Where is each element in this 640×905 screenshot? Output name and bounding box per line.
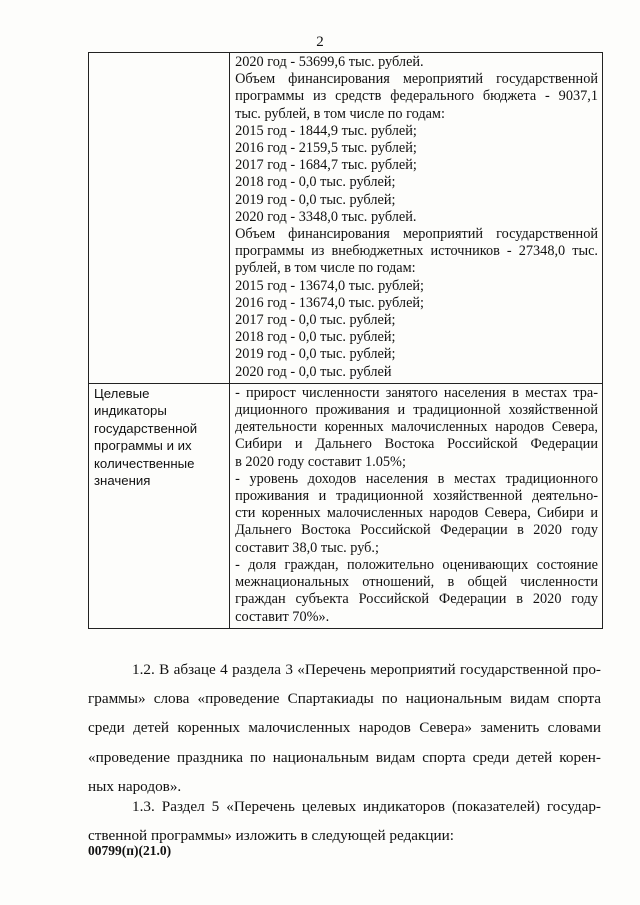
paragraph-line: среди детей коренных малочисленных народов Севера» заменить словами [88,719,601,737]
table-line: - доля граждан, положительно оценивающих состояние [235,556,598,573]
table-line: тыс. рублей, в том числе по годам: [235,105,445,122]
table-line: программы из внебюджетных источников - 27348,0 тыс. [235,243,598,260]
table-line: диционного проживания и традиционной хозяйственной [235,402,598,419]
paragraph-line: 1.3. Раздел 5 «Перечень целевых индикаторов (показателей) государ- [132,798,601,815]
table-line: 2019 год - 0,0 тыс. рублей; [235,191,396,208]
table-cell-left-empty [89,53,230,384]
table-line: 2019 год - 0,0 тыс. рублей; [235,346,396,363]
table-line: - прирост численности занятого населения в местах тра- [235,384,598,401]
table-line: 2016 год - 13674,0 тыс. рублей; [235,294,425,311]
table-line: 2020 год - 3348,0 тыс. рублей. [235,208,417,225]
table-line: 2015 год - 1844,9 тыс. рублей; [235,122,417,139]
table-line: Объем финансирования мероприятий государственной [235,226,598,243]
table-line: 2016 год - 2159,5 тыс. рублей; [235,140,417,157]
paragraph-line: ственной программы» изложить в следующей редакции: [88,827,455,845]
table-row-indicators [89,383,603,628]
table-line: граждан субъекта Российской Федерации в 2020 году [235,591,598,608]
label-line: государственной [94,420,198,436]
table-cell-indicators [230,383,603,628]
passport-table [88,52,603,629]
table-line: 2020 год - 0,0 тыс. рублей [235,363,392,380]
table-line: рублей, в том числе по годам: [235,260,416,277]
table-line: - уровень доходов населения в местах традиционного [235,470,598,487]
table-line: составит 38,0 тыс. руб.; [235,539,379,556]
paragraph-line: граммы» слова «проведение Спартакиады по национальным видам спорта [88,690,601,708]
table-row-financing [89,53,603,384]
table-line: Дальнего Востока Российской Федерации в 2020 году [235,522,598,539]
table-line: 2017 год - 0,0 тыс. рублей; [235,312,396,329]
table-line: 2018 год - 0,0 тыс. рублей; [235,329,396,346]
label-line: значения [94,473,151,489]
paragraph-1-2 [88,655,601,801]
table-cell-financing [230,53,603,384]
table-line: Сибири и Дальнего Востока Российской Федерации [235,436,598,453]
table-line: сти коренных малочисленных народов Севера, Сибири и [235,505,598,522]
table-line: 2018 год - 0,0 тыс. рублей; [235,174,396,191]
table-line: межнациональных отношений, в общей численности [235,574,598,591]
table-cell-indicators-label [89,383,230,628]
table-line: составит 70%». [235,608,330,625]
table-line: 2017 год - 1684,7 тыс. рублей; [235,157,417,174]
table-line: Объем финансирования мероприятий государственной [235,71,598,88]
table-line: 2020 год - 53699,6 тыс. рублей. [235,54,424,70]
table-line: программы из средств федерального бюджета - 9037,1 [235,88,598,105]
document-code: 00799(п)(21.0) [88,843,172,858]
table-line: 2015 год - 13674,0 тыс. рублей; [235,277,425,294]
paragraph-line: «проведение праздника по национальным видам спорта среди детей корен- [88,748,601,766]
table-line: деятельности коренных малочисленных народов Севера, [235,419,598,436]
paragraph-1-3 [88,792,601,850]
paragraph-line: 1.2. В абзаце 4 раздела 3 «Перечень мероприятий государственной про- [132,661,601,678]
page-number: 2 [316,34,324,50]
label-line: Целевые [94,385,150,401]
label-line: программы и их [94,438,192,454]
table-line: в 2020 году составит 1.05%; [235,453,406,470]
paragraph-line: ных народов». [88,777,182,795]
label-line: индикаторы [94,403,167,419]
table-line: проживания и традиционной хозяйственной деятельно- [235,488,598,505]
label-line: количественные [94,455,195,471]
